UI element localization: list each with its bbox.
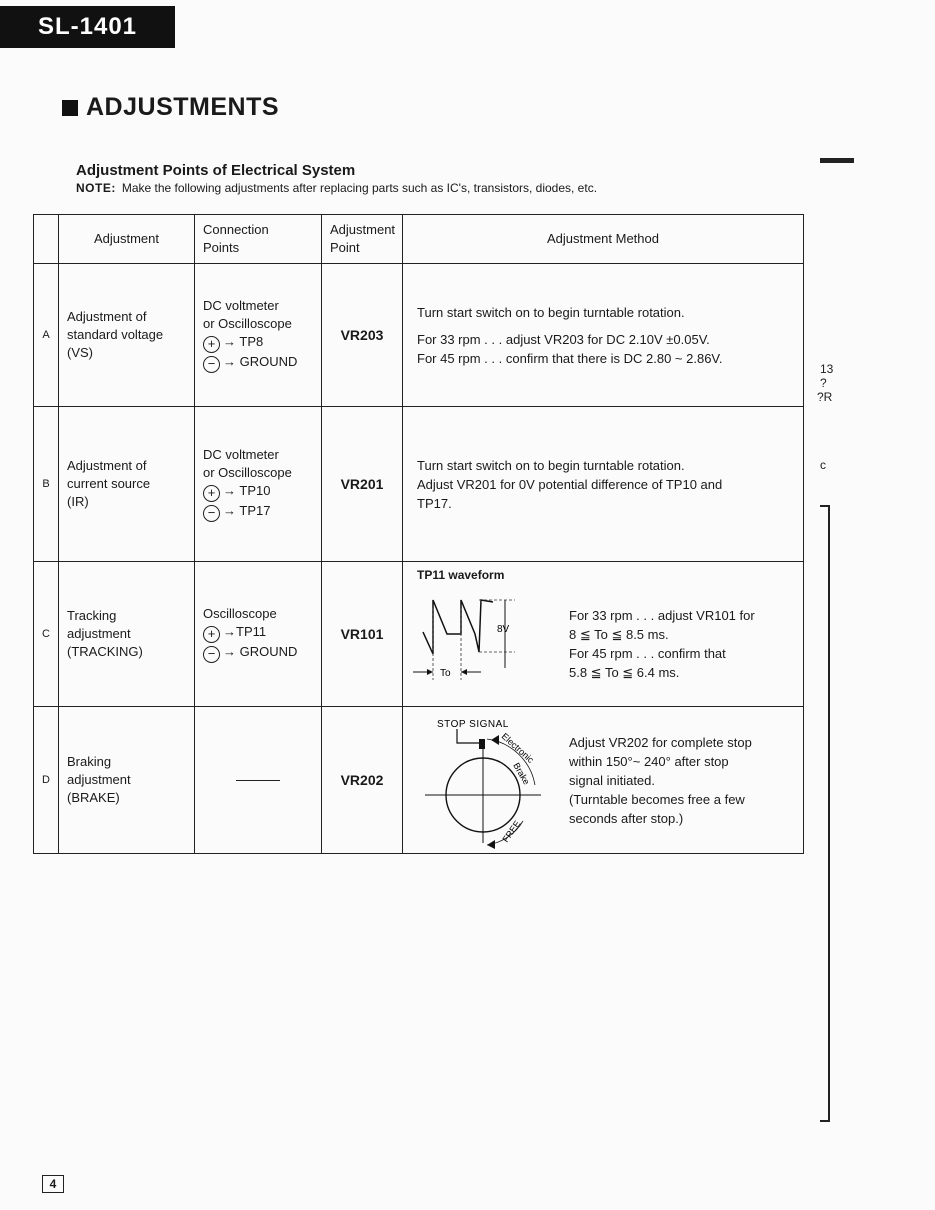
table-row xyxy=(34,264,804,407)
header-point-line: Point xyxy=(330,240,360,255)
adjustment-line: Adjustment of xyxy=(67,458,147,473)
connection-cell xyxy=(195,562,322,707)
header-connection-line: Points xyxy=(203,240,240,255)
probe-positive-target: → TP10 xyxy=(223,483,271,498)
table-row xyxy=(34,562,804,707)
adjustment-line: (TRACKING) xyxy=(67,644,143,659)
margin-fragment: 13 xyxy=(820,362,834,376)
row-id: B xyxy=(34,407,59,562)
method-line: Adjust VR202 for complete stop xyxy=(569,735,752,750)
margin-fragment: ?R xyxy=(817,390,833,404)
page-number: 4 xyxy=(42,1175,64,1193)
connection-line: or Oscilloscope xyxy=(203,316,292,331)
adjustment-point: VR202 xyxy=(322,707,403,854)
adjustment-point: VR201 xyxy=(322,407,403,562)
probe-positive-target: → TP8 xyxy=(223,334,264,349)
amplitude-label: 8V xyxy=(497,624,510,635)
method-line: Adjust VR201 for 0V potential difference of TP10 and xyxy=(417,476,723,492)
header-adjustment: Adjustment xyxy=(59,215,195,264)
period-label: To xyxy=(440,668,451,679)
method-line: within 150°~ 240° after stop xyxy=(569,754,729,769)
plus-circle-icon: + xyxy=(203,336,220,353)
model-tag: SL-1401 xyxy=(0,6,175,48)
method-line: signal initiated. xyxy=(569,773,655,788)
probe-negative-target: → GROUND xyxy=(223,644,298,659)
header-connection-line: Connection xyxy=(203,222,269,237)
probe-negative xyxy=(203,353,313,373)
sawtooth-waveform xyxy=(423,600,493,654)
method-line: Turn start switch on to begin turntable rotation. xyxy=(417,304,685,320)
connection-line: Oscilloscope xyxy=(203,606,277,621)
method-line: Turn start switch on to begin turntable rotation. xyxy=(417,457,685,473)
adjustment-cell xyxy=(59,264,195,407)
method-cell xyxy=(403,264,804,407)
probe-positive xyxy=(203,623,313,643)
adjustment-cell xyxy=(59,562,195,707)
adjustment-cell xyxy=(59,707,195,854)
section-title: Adjustment Points of Electrical System xyxy=(76,162,356,179)
connection-line: DC voltmeter xyxy=(203,298,279,313)
row-id: D xyxy=(34,707,59,854)
adjustment-line: Braking xyxy=(67,754,112,769)
bullet-square-icon xyxy=(62,100,78,116)
table-row xyxy=(34,707,804,854)
probe-positive xyxy=(203,333,313,353)
margin-fragment: c xyxy=(820,458,826,472)
page-title xyxy=(62,93,279,122)
table-row xyxy=(34,407,804,562)
adjustment-line: Tracking xyxy=(67,608,117,623)
adjustment-line: (VS) xyxy=(67,345,93,360)
plus-circle-icon: + xyxy=(203,626,220,643)
brake-label: Brake xyxy=(511,761,532,787)
adjustment-line: standard voltage xyxy=(67,327,164,342)
adjustment-line: adjustment xyxy=(67,626,131,641)
header-method: Adjustment Method xyxy=(403,215,804,264)
no-connection-dash xyxy=(236,780,280,781)
method-line: For 33 rpm . . . adjust VR203 for DC 2.10V ±0.05V. xyxy=(417,331,710,347)
row-id: C xyxy=(34,562,59,707)
adjustment-line: (BRAKE) xyxy=(67,790,120,805)
margin-fragment: ? xyxy=(820,376,827,390)
header-point-line: Adjustment xyxy=(330,222,396,237)
waveform-title: TP11 waveform xyxy=(417,568,505,582)
electronic-label: Electronic xyxy=(499,731,536,765)
connection-line: DC voltmeter xyxy=(203,447,279,462)
probe-positive xyxy=(203,482,313,502)
margin-bracket-top xyxy=(820,505,830,507)
note xyxy=(76,181,597,195)
method-cell xyxy=(403,562,804,707)
probe-negative-target: → GROUND xyxy=(223,354,298,369)
header-id xyxy=(34,215,59,264)
method-line: For 45 rpm . . . confirm that there is DC 2.80 ~ 2.86V. xyxy=(417,350,723,366)
row-id: A xyxy=(34,264,59,407)
minus-circle-icon: − xyxy=(203,356,220,373)
margin-tick-mark xyxy=(820,158,854,163)
adjustment-point: VR203 xyxy=(322,264,403,407)
adjustment-point: VR101 xyxy=(322,562,403,707)
page-title-text: ADJUSTMENTS xyxy=(86,93,280,121)
method-line: 8 ≦ To ≦ 8.5 ms. xyxy=(569,627,669,642)
method-line: TP17. xyxy=(417,495,452,511)
adjustment-line: (IR) xyxy=(67,494,89,509)
adjustment-cell xyxy=(59,407,195,562)
plus-circle-icon: + xyxy=(203,485,220,502)
probe-negative xyxy=(203,643,313,663)
connection-cell xyxy=(195,707,322,854)
connection-line: or Oscilloscope xyxy=(203,465,292,480)
method-cell xyxy=(403,407,804,562)
connection-cell xyxy=(195,407,322,562)
header-connection xyxy=(195,215,322,264)
margin-bracket-bottom xyxy=(820,1120,830,1122)
method-cell xyxy=(403,707,804,854)
probe-negative xyxy=(203,502,313,522)
free-label: FREE xyxy=(500,818,523,845)
table-header-row xyxy=(34,215,804,264)
adjustments-table xyxy=(33,214,804,854)
probe-negative-target: → TP17 xyxy=(223,503,271,518)
brake-diagram xyxy=(409,713,549,853)
adjustment-line: adjustment xyxy=(67,772,131,787)
method-line: 5.8 ≦ To ≦ 6.4 ms. xyxy=(569,665,680,680)
minus-circle-icon: − xyxy=(203,505,220,522)
adjustment-line: current source xyxy=(67,476,151,491)
probe-positive-target: →TP11 xyxy=(223,624,267,639)
method-line: For 45 rpm . . . confirm that xyxy=(569,646,726,661)
connection-cell xyxy=(195,264,322,407)
minus-circle-icon: − xyxy=(203,646,220,663)
adjustment-line: Adjustment of xyxy=(67,309,147,324)
header-point xyxy=(322,215,403,264)
waveform-diagram xyxy=(409,588,549,686)
stop-signal-label: STOP SIGNAL xyxy=(437,719,509,730)
method-line: seconds after stop.) xyxy=(569,811,684,826)
method-line: (Turntable becomes free a few xyxy=(569,792,745,807)
note-label: NOTE: xyxy=(76,181,116,195)
method-line: For 33 rpm . . . adjust VR101 for xyxy=(569,608,755,623)
note-text: Make the following adjustments after replacing parts such as IC's, transistors, diodes, etc. xyxy=(121,181,598,195)
margin-bracket-vertical xyxy=(828,505,830,1122)
